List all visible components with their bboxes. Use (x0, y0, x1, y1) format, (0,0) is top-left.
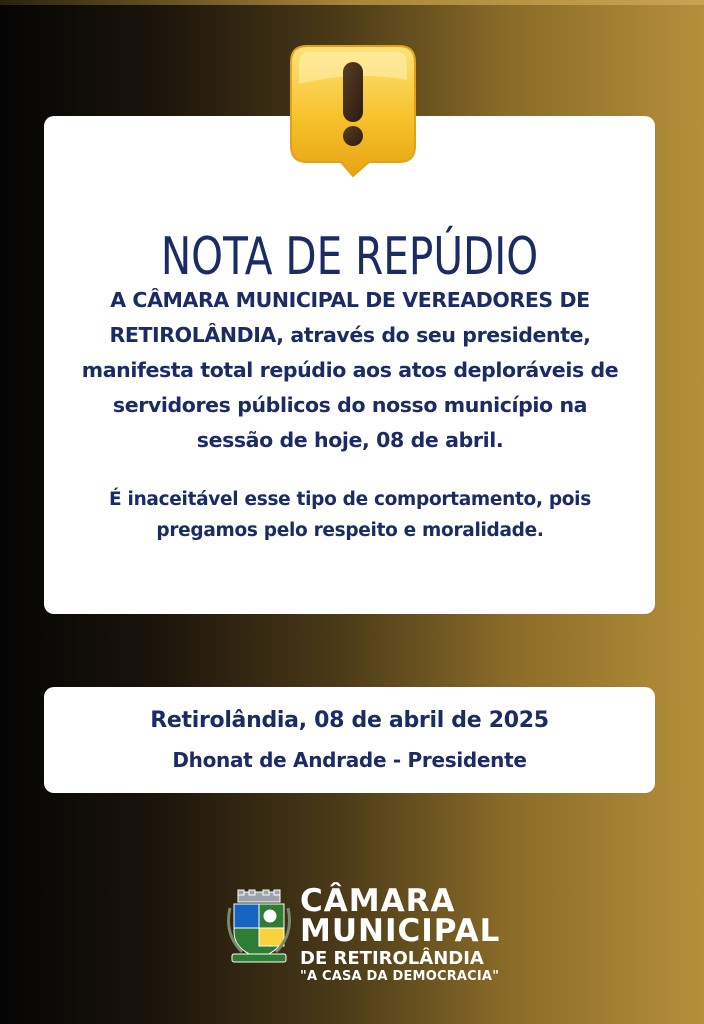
paragraph-2-line: É inaceitável esse tipo de comportamento, pois (109, 489, 591, 510)
exclamation-speech-bubble-icon (285, 40, 421, 178)
paragraph-1-line: servidores públicos do nosso município na (112, 393, 588, 417)
paragraph-1-line: RETIROLÂNDIA, através do seu presidente, (109, 323, 591, 347)
top-accent-line (0, 0, 704, 5)
brand-slogan: "A CASA DA DEMOCRACIA" (300, 969, 500, 984)
notice-paragraph-1 (60, 283, 640, 458)
paragraph-2-line: pregamos pelo respeito e moralidade. (156, 520, 544, 541)
place-date: Retirolândia, 08 de abril de 2025 (150, 708, 549, 733)
paragraph-1-line: sessão de hoje, 08 de abril. (196, 428, 504, 452)
brand-line-3: DE RETIROLÂNDIA (300, 948, 484, 969)
paragraph-1-line: manifesta total repúdio aos atos deploráveis de (81, 358, 619, 382)
paragraph-1-line: A CÂMARA MUNICIPAL DE VEREADORES DE (110, 288, 590, 312)
municipal-coat-of-arms (224, 888, 294, 970)
footer-brand (300, 883, 501, 984)
brand-line-2: MUNICIPAL (300, 913, 501, 949)
notice-title: NOTA DE REPÚDIO (160, 226, 539, 287)
brand-line-1: CÂMARA (300, 883, 456, 919)
notice-paragraph-2 (60, 484, 640, 546)
signature-card (44, 687, 655, 793)
signer-name: Dhonat de Andrade - Presidente (172, 748, 527, 772)
